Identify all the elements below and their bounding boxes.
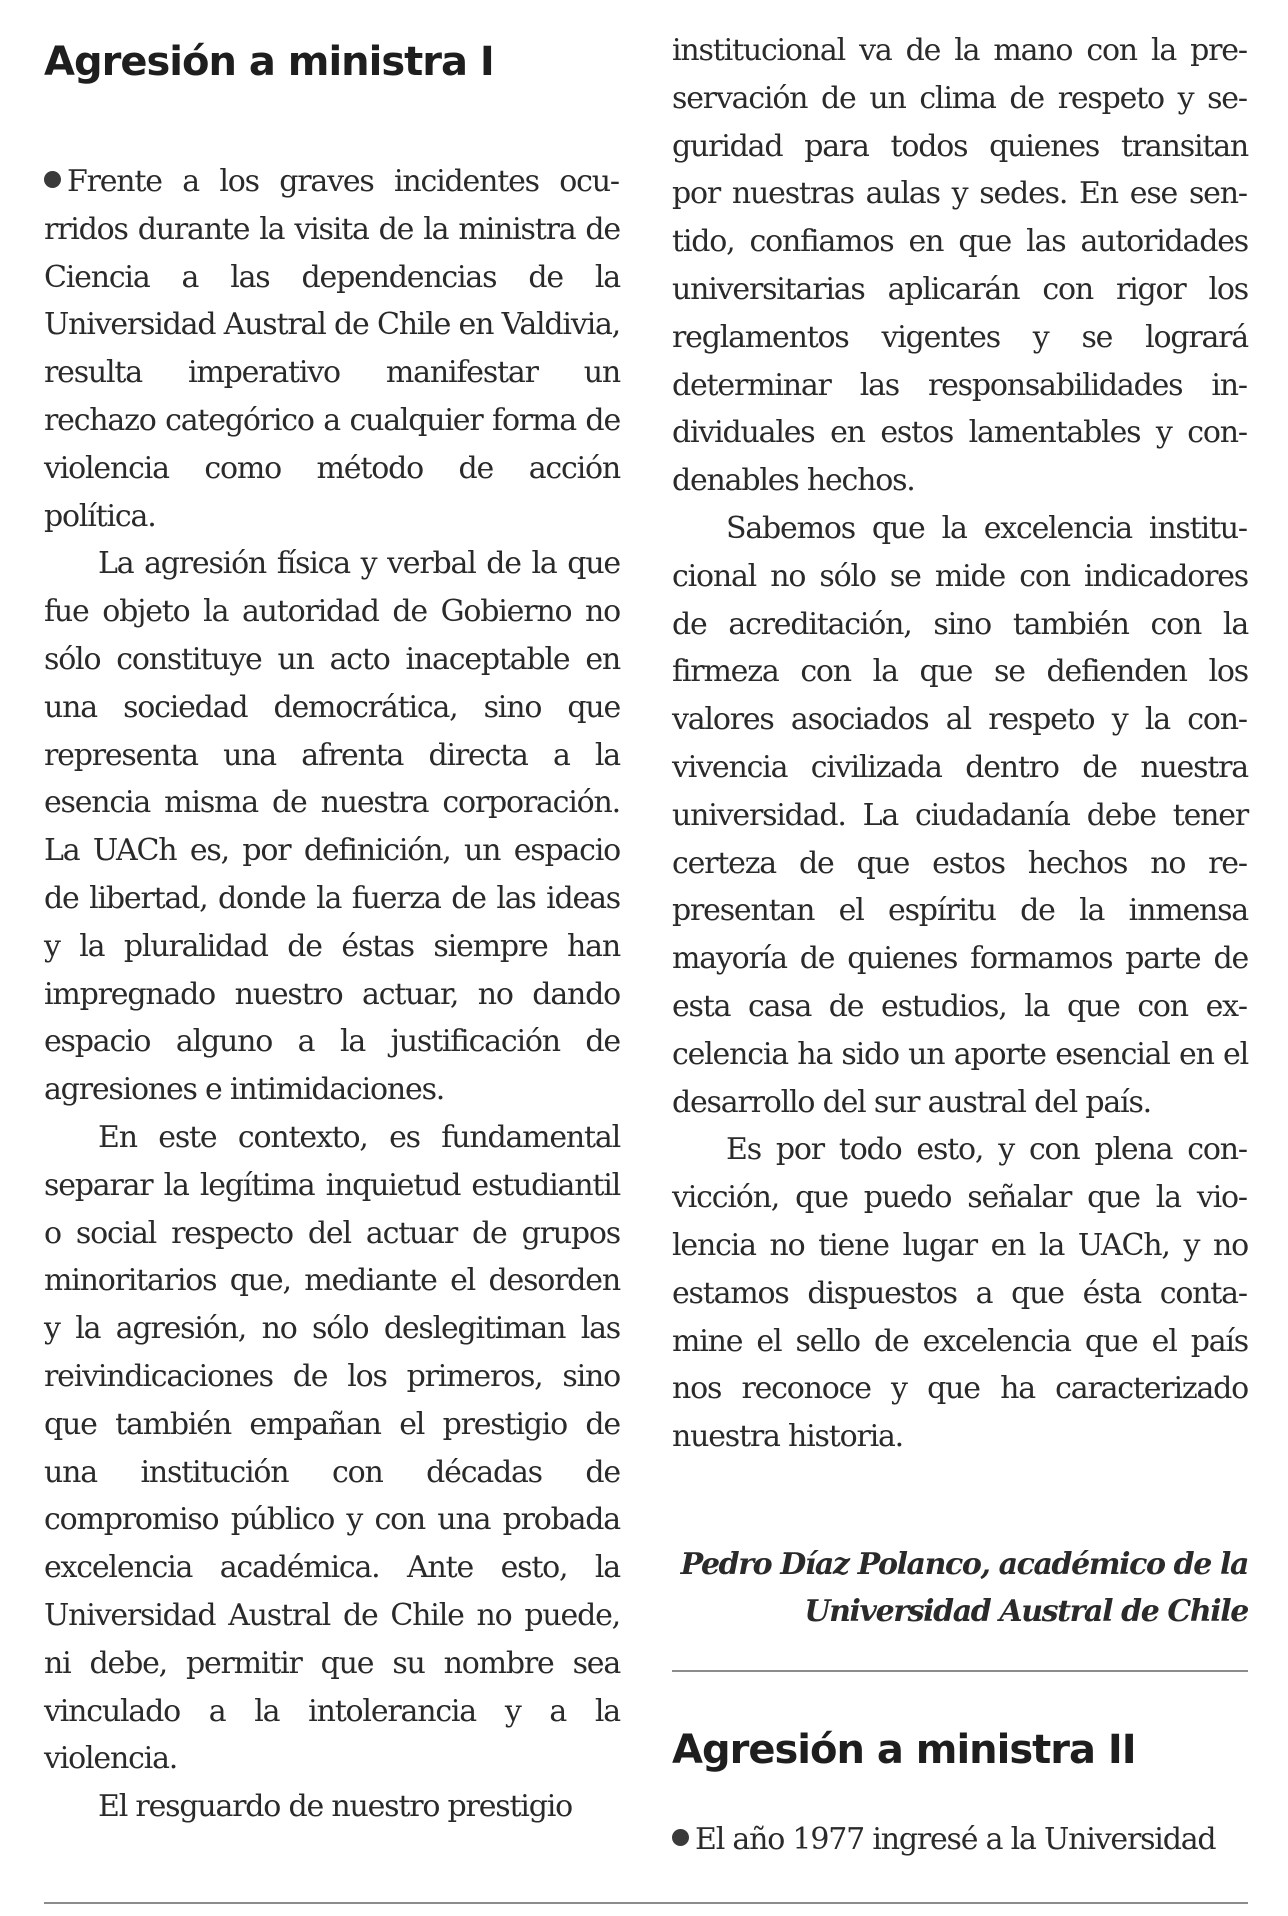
letter-1-paragraph-5: Sabemos que la excelencia institucional no sólo se mide con indicadores de acreditación, sino también con la firmeza con la que se defienden los valores asociados al respeto y la convivencia civilizada dentro de nuestra universidad. La ciudadanía debe tener certeza de que estos hechos no representan el espíritu de la inmensa mayoría de quienes formamos parte de esta casa de estudios, la que con excelencia ha sido un aporte esencial en el desarrollo del sur austral del país. — [672, 510, 1248, 1120]
letter-2-paragraph-1: El año 1977 ingresé a la Universidad — [672, 1816, 1248, 1864]
letter-1-paragraph-6: Es por todo esto, y con plena convicción, que puedo señalar que la violencia no tiene lugar en la UACh, y no estamos dispuestos a que ésta contamine el sello de excelencia que el país nos reconoce y que ha caracterizado nuestra historia. — [672, 1132, 1248, 1455]
letter-1-body-left — [44, 158, 620, 1831]
letter-1-body-right — [672, 27, 1248, 1461]
letter-2-body — [672, 1816, 1248, 1864]
section-divider — [672, 1670, 1248, 1672]
letter-1-paragraph-1: Frente a los graves incidentes ocurridos durante la visita de la ministra de Ciencia a las dependencias de la Universidad Austral de Chile en Valdivia, resulta imperativo manifestar un rechazo categórico a cualquier forma de violencia como método de acción política. — [44, 164, 620, 534]
right-column — [672, 0, 1248, 1461]
bullet-icon — [44, 171, 61, 188]
letter-2-headline: Agresión a ministra II — [672, 1727, 1136, 1773]
letter-1-paragraph-4-start: El resguardo de nuestro prestigio — [98, 1789, 572, 1825]
letter-1-headline: Agresión a ministra I — [44, 39, 494, 85]
page-bottom-rule — [44, 1902, 1248, 1904]
letter-1-signature: Pedro Díaz Polanco, académico de la Universidad Austral de Chile — [680, 1547, 1248, 1629]
letter-1-paragraph-2: La agresión física y verbal de la que fue objeto la autoridad de Gobierno no sólo constituye un acto inaceptable en una sociedad democrática, sino que representa una afrenta directa a la esencia misma de nuestra corporación. La UACh es, por definición, un espacio de libertad, donde la fuerza de las ideas y la pluralidad de éstas siempre han impregnado nuestro actuar, no dando espacio alguno a la justificación de agresiones e intimidaciones. — [44, 546, 620, 1108]
letter-1-paragraph-4-continued: institucional va de la mano con la preservación de un clima de respeto y seguridad para todos quienes transitan por nuestras aulas y sedes. En ese sentido, confiamos en que las autoridades universitarias aplicarán con rigor los reglamentos vigentes y se logrará determinar las responsabilidades individuales en estos lamentables y condenables hechos. — [672, 33, 1248, 499]
letter-1-paragraph-3: En este contexto, es fundamental separar la legítima inquietud estudiantil o social respecto del actuar de grupos minoritarios que, mediante el desorden y la agresión, no sólo deslegitiman las reivindicaciones de los primeros, sino que también empañan el prestigio de una institución con décadas de compromiso público y con una probada excelencia académica. Ante esto, la Universidad Austral de Chile no puede, ni debe, permitir que su nombre sea vinculado a la intolerancia y a la violencia. — [44, 1119, 620, 1777]
left-column — [44, 0, 620, 1831]
bullet-icon — [672, 1829, 689, 1846]
